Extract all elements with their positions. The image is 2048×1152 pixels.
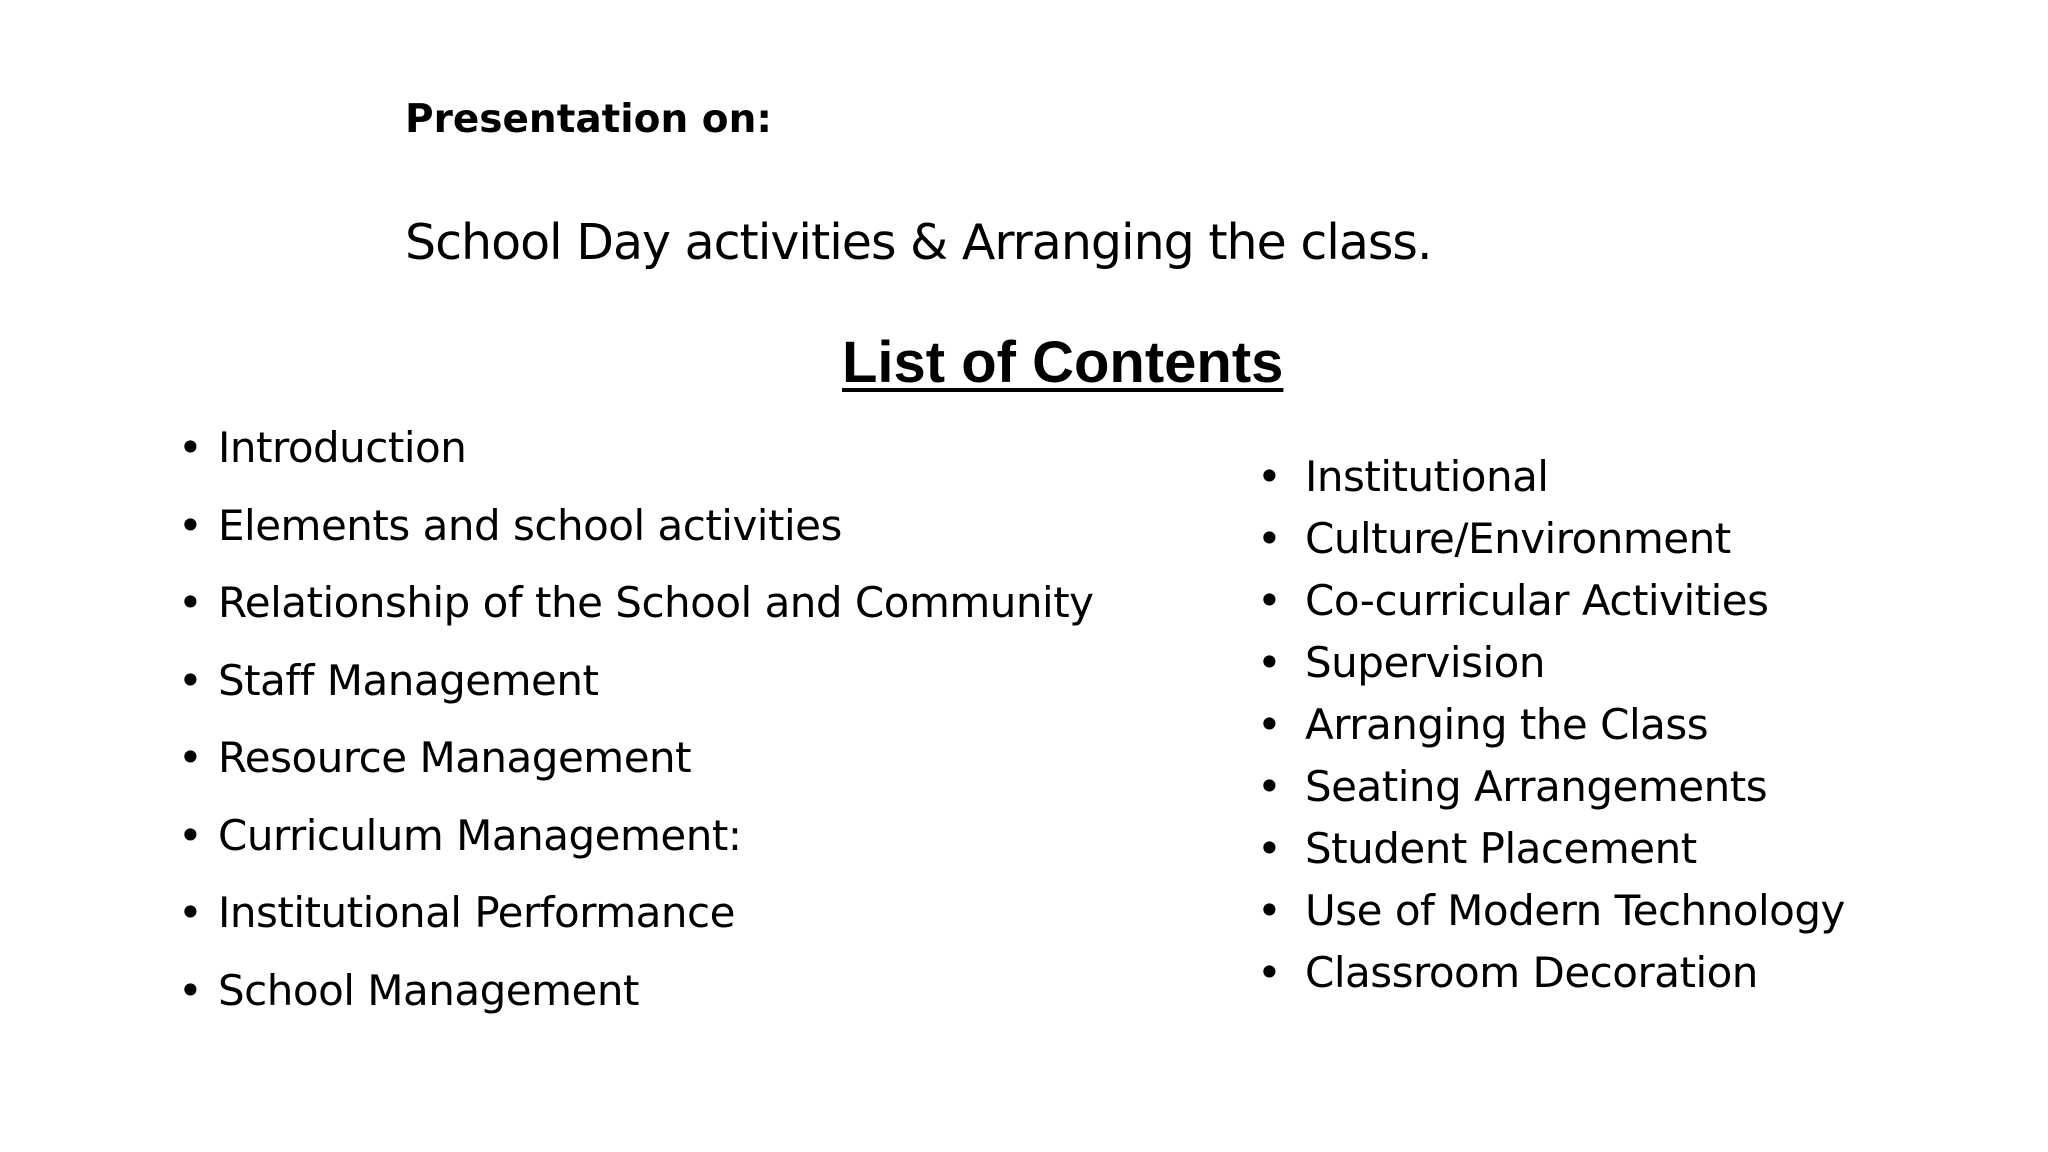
list-item [178,806,1094,884]
bullet-icon: • [1257,948,1282,997]
list-item [178,651,1094,729]
bullet-icon: • [178,578,203,627]
list-item-label: Seating Arrangements [1305,762,1768,811]
presentation-label: Presentation on: [405,97,772,142]
presentation-subtitle: School Day activities & Arranging the class. [405,214,1432,271]
list-item-label: Culture/Environment [1305,514,1731,563]
list-item [1257,635,1845,697]
bullet-icon: • [1257,638,1282,687]
list-item [1257,449,1845,511]
list-item [178,883,1094,961]
list-item-label: Co-curricular Activities [1305,576,1769,625]
bullet-icon: • [1257,452,1282,501]
list-item-label: Relationship of the School and Community [218,578,1094,627]
list-item-label: Curriculum Management: [218,810,742,860]
list-item-label: Institutional [1305,452,1549,501]
bullet-icon: • [178,423,203,472]
list-item-label: Institutional Performance [218,888,735,937]
bullet-icon: • [1257,576,1282,625]
list-item [178,728,1094,806]
list-item [178,418,1094,496]
bullet-icon: • [178,810,203,860]
list-item [1257,697,1845,759]
bullet-icon: • [178,733,203,782]
bullet-icon: • [178,888,203,937]
bullet-icon: • [1257,514,1282,563]
list-item-label: Staff Management [218,655,599,705]
list-item-label: Use of Modern Technology [1305,886,1845,935]
list-item [178,496,1094,574]
list-item [178,573,1094,651]
bullet-icon: • [1257,824,1282,873]
bullet-icon: • [178,500,203,550]
bullet-icon: • [178,965,203,1015]
bullet-icon: • [1257,700,1282,749]
list-item [1257,945,1845,1007]
bullet-icon: • [1257,886,1282,935]
list-item [1257,759,1845,821]
list-item [178,961,1094,1039]
bullet-icon: • [178,655,203,705]
left-contents-list [178,418,1094,1038]
list-item-label: Supervision [1305,638,1545,687]
list-item-label: Resource Management [218,733,692,782]
list-item-label: Classroom Decoration [1305,948,1758,997]
list-item-label: Introduction [218,423,467,472]
list-item-label: Student Placement [1305,824,1697,873]
bullet-icon: • [1257,762,1282,811]
list-item-label: Elements and school activities [218,500,842,550]
right-contents-list [1257,449,1845,1007]
contents-heading: List of Contents [842,330,1284,395]
list-item-label: Arranging the Class [1305,700,1709,749]
list-item [1257,883,1845,945]
list-item-label: School Management [218,965,639,1015]
list-item [1257,573,1845,635]
list-item [1257,821,1845,883]
list-item [1257,511,1845,573]
